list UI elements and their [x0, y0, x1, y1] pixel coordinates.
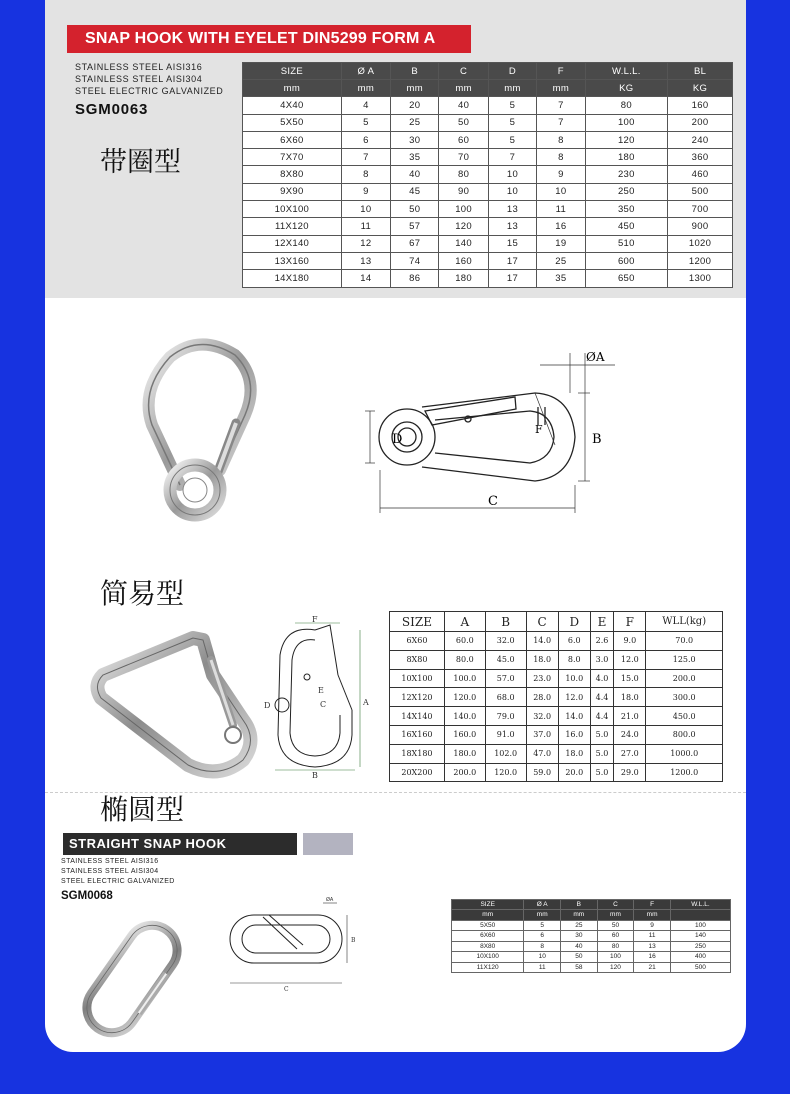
table-cell: 60 [597, 931, 634, 942]
section-title-banner: STRAIGHT SNAP HOOK [63, 833, 297, 855]
table-cell: 11 [341, 218, 390, 235]
material-line: STEEL ELECTRIC GALVANIZED [75, 86, 224, 96]
table-cell: 9 [634, 920, 671, 931]
unit-cell [670, 910, 730, 921]
table-row [243, 201, 733, 218]
table-cell: 9.0 [614, 632, 646, 651]
column-header: D [558, 612, 590, 632]
table-cell: 200.0 [444, 763, 485, 782]
model-number: SGM0063 [75, 101, 149, 118]
table-cell: 50 [439, 114, 488, 131]
table-cell: 14X180 [243, 270, 342, 287]
table-cell: 10X100 [390, 669, 445, 688]
table-cell: 250 [585, 183, 668, 200]
table-cell: 180.0 [444, 744, 485, 763]
table-cell: 14 [341, 270, 390, 287]
table-cell: 8 [341, 166, 390, 183]
units-row [452, 910, 731, 921]
table-cell: 14.0 [526, 632, 558, 651]
table-cell: 100 [439, 201, 488, 218]
table-cell: 24.0 [614, 725, 646, 744]
table-cell: 8 [537, 131, 585, 148]
table-cell: 4.4 [590, 707, 613, 726]
table-cell: 240 [668, 131, 733, 148]
section-title-banner: SNAP HOOK WITH EYELET DIN5299 FORM A [67, 25, 471, 53]
table-cell: 650 [585, 270, 668, 287]
table-row [390, 744, 723, 763]
dim-label-b: B [351, 937, 356, 944]
dim-label-c: C [284, 986, 289, 993]
table-row [452, 920, 731, 931]
table-cell: 200.0 [646, 669, 723, 688]
table-cell: 15 [488, 235, 536, 252]
table-cell: 16.0 [558, 725, 590, 744]
table-cell: 1300 [668, 270, 733, 287]
material-line: STAINLESS STEEL AISI316 [61, 858, 159, 865]
table-cell: 10 [341, 201, 390, 218]
table-cell: 1200.0 [646, 763, 723, 782]
column-header: E [590, 612, 613, 632]
table-cell: 120 [597, 962, 634, 973]
table-cell: 7 [537, 114, 585, 131]
table-cell: 6X60 [243, 131, 342, 148]
table-cell: 160.0 [444, 725, 485, 744]
spec-table [389, 611, 723, 782]
table-cell: 4 [341, 97, 390, 114]
table-cell: 67 [391, 235, 439, 252]
table-cell: 60 [439, 131, 488, 148]
table-cell: 23.0 [526, 669, 558, 688]
table-cell: 800.0 [646, 725, 723, 744]
simple-snap-hook-photo [93, 630, 263, 780]
table-cell: 50 [391, 201, 439, 218]
table-cell: 9 [537, 166, 585, 183]
table-cell: 80 [585, 97, 668, 114]
unit-cell: mm [537, 80, 585, 97]
table-cell: 28.0 [526, 688, 558, 707]
table-cell: 250 [670, 941, 730, 952]
table-cell: 40 [391, 166, 439, 183]
table-cell: 37.0 [526, 725, 558, 744]
column-header: C [439, 63, 488, 80]
table-row [390, 650, 723, 669]
material-line: STEEL ELECTRIC GALVANIZED [61, 878, 175, 885]
table-cell: 7X70 [243, 149, 342, 166]
table-row [390, 725, 723, 744]
table-cell: 600 [585, 252, 668, 269]
table-cell: 7 [488, 149, 536, 166]
table-cell: 100 [670, 920, 730, 931]
dim-label-a: ØA [326, 897, 334, 903]
table-cell: 120.0 [485, 763, 526, 782]
unit-cell: mm [391, 80, 439, 97]
table-cell: 120.0 [444, 688, 485, 707]
table-cell: 6 [341, 131, 390, 148]
table-cell: 45 [391, 183, 439, 200]
table-cell: 12X120 [390, 688, 445, 707]
table-cell: 160 [439, 252, 488, 269]
column-header: SIZE [452, 900, 524, 910]
units-row [243, 80, 733, 97]
table-cell: 5 [488, 114, 536, 131]
table-cell: 7 [537, 97, 585, 114]
spec-table [242, 62, 733, 288]
table-cell: 40 [439, 97, 488, 114]
table-cell: 10 [524, 952, 561, 963]
table-cell: 50 [597, 920, 634, 931]
table-cell: 17 [488, 252, 536, 269]
table-cell: 4.4 [590, 688, 613, 707]
dim-label-d: D [264, 701, 271, 710]
eyelet-snap-hook-section [45, 0, 746, 298]
table-cell: 32.0 [526, 707, 558, 726]
table-row [243, 131, 733, 148]
table-cell: 510 [585, 235, 668, 252]
table-cell: 12 [341, 235, 390, 252]
table-row [243, 183, 733, 200]
column-header: Ø A [524, 900, 561, 910]
table-cell: 20 [391, 97, 439, 114]
table-cell: 11 [634, 931, 671, 942]
table-cell: 80.0 [444, 650, 485, 669]
table-cell: 900 [668, 218, 733, 235]
dim-label-b: B [312, 771, 318, 780]
table-row [390, 669, 723, 688]
unit-cell: mm [597, 910, 634, 921]
table-cell: 10 [488, 183, 536, 200]
column-header: F [614, 612, 646, 632]
table-cell: 6X60 [390, 632, 445, 651]
unit-cell: mm [561, 910, 598, 921]
table-cell: 17 [488, 270, 536, 287]
unit-cell: mm [452, 910, 524, 921]
table-cell: 100.0 [444, 669, 485, 688]
table-cell: 18X180 [390, 744, 445, 763]
table-row [390, 632, 723, 651]
table-row [243, 252, 733, 269]
type-label-cn: 简易型 [100, 577, 185, 610]
snap-hook-eyelet-photo [100, 335, 260, 525]
table-cell: 6.0 [558, 632, 590, 651]
table-row [243, 235, 733, 252]
table-cell: 35 [537, 270, 585, 287]
table-cell: 13 [341, 252, 390, 269]
oval-hook-dimension-diagram [225, 893, 375, 993]
table-cell: 18.0 [558, 744, 590, 763]
table-cell: 10 [488, 166, 536, 183]
dim-label-a: A [363, 698, 369, 707]
table-row [243, 114, 733, 131]
table-cell: 58 [561, 962, 598, 973]
table-cell: 21.0 [614, 707, 646, 726]
table-cell: 4.0 [590, 669, 613, 688]
table-cell: 59.0 [526, 763, 558, 782]
column-header: D [488, 63, 536, 80]
table-cell: 700 [668, 201, 733, 218]
table-cell: 5.0 [590, 744, 613, 763]
table-cell: 5 [341, 114, 390, 131]
table-cell: 57.0 [485, 669, 526, 688]
table-row [243, 218, 733, 235]
column-header: B [561, 900, 598, 910]
table-cell: 500 [670, 962, 730, 973]
table-row [243, 270, 733, 287]
table-cell: 18.0 [526, 650, 558, 669]
table-cell: 10X100 [452, 952, 524, 963]
product-card [45, 0, 746, 1052]
column-header: C [526, 612, 558, 632]
unit-cell: mm [243, 80, 342, 97]
table-cell: 8 [537, 149, 585, 166]
table-cell: 20X200 [390, 763, 445, 782]
table-cell: 90 [439, 183, 488, 200]
table-cell: 80 [439, 166, 488, 183]
column-header: W.L.L. [670, 900, 730, 910]
table-cell: 5X50 [243, 114, 342, 131]
table-cell: 125.0 [646, 650, 723, 669]
table-row [390, 763, 723, 782]
spec-table [451, 899, 731, 973]
banner-accent [303, 833, 353, 855]
table-cell: 300.0 [646, 688, 723, 707]
table-cell: 19 [537, 235, 585, 252]
table-cell: 11 [537, 201, 585, 218]
table-cell: 8X80 [243, 166, 342, 183]
simple-hook-dimension-diagram [260, 615, 375, 780]
table-cell: 9 [341, 183, 390, 200]
column-header: B [485, 612, 526, 632]
table-cell: 10.0 [558, 669, 590, 688]
table-cell: 8 [524, 941, 561, 952]
table-cell: 2.6 [590, 632, 613, 651]
table-row [452, 952, 731, 963]
dim-label-a: ØA [586, 350, 605, 364]
table-cell: 200 [668, 114, 733, 131]
material-line: STAINLESS STEEL AISI304 [61, 868, 159, 875]
table-cell: 29.0 [614, 763, 646, 782]
table-cell: 100 [597, 952, 634, 963]
table-row [243, 166, 733, 183]
table-cell: 60.0 [444, 632, 485, 651]
table-cell: 5X50 [452, 920, 524, 931]
table-cell: 13 [488, 201, 536, 218]
table-cell: 400 [670, 952, 730, 963]
model-number: SGM0068 [61, 890, 113, 902]
table-cell: 45.0 [485, 650, 526, 669]
table-cell: 12X140 [243, 235, 342, 252]
table-cell: 140 [670, 931, 730, 942]
table-cell: 74 [391, 252, 439, 269]
unit-cell: mm [439, 80, 488, 97]
eyelet-hook-dimension-diagram [340, 345, 610, 520]
dim-label-c: C [320, 700, 327, 709]
table-cell: 25 [391, 114, 439, 131]
table-cell: 25 [537, 252, 585, 269]
table-cell: 15.0 [614, 669, 646, 688]
table-cell: 5 [524, 920, 561, 931]
table-cell: 12.0 [614, 650, 646, 669]
table-cell: 180 [585, 149, 668, 166]
table-cell: 5 [488, 131, 536, 148]
column-header: WLL(kg) [646, 612, 723, 632]
dim-label-e: E [318, 686, 324, 695]
table-cell: 180 [439, 270, 488, 287]
table-row [243, 149, 733, 166]
table-cell: 7 [341, 149, 390, 166]
table-row [243, 97, 733, 114]
table-cell: 6 [524, 931, 561, 942]
table-cell: 500 [668, 183, 733, 200]
table-cell: 100 [585, 114, 668, 131]
table-cell: 30 [391, 131, 439, 148]
column-header: B [391, 63, 439, 80]
column-header: F [537, 63, 585, 80]
table-cell: 68.0 [485, 688, 526, 707]
table-cell: 8X80 [452, 941, 524, 952]
unit-cell: mm [341, 80, 390, 97]
column-header: BL [668, 63, 733, 80]
unit-cell: mm [524, 910, 561, 921]
table-row [452, 962, 731, 973]
material-line: STAINLESS STEEL AISI304 [75, 74, 203, 84]
unit-cell: mm [634, 910, 671, 921]
table-cell: 13 [634, 941, 671, 952]
column-header: F [634, 900, 671, 910]
table-cell: 50 [561, 952, 598, 963]
table-cell: 5.0 [590, 725, 613, 744]
column-header: W.L.L. [585, 63, 668, 80]
unit-cell: KG [585, 80, 668, 97]
column-header: Ø A [341, 63, 390, 80]
table-cell: 140 [439, 235, 488, 252]
table-cell: 1200 [668, 252, 733, 269]
table-cell: 10 [537, 183, 585, 200]
type-label-cn: 带圈型 [100, 147, 181, 178]
table-cell: 27.0 [614, 744, 646, 763]
table-cell: 5 [488, 97, 536, 114]
column-header: SIZE [390, 612, 445, 632]
column-header: A [444, 612, 485, 632]
table-cell: 14X140 [390, 707, 445, 726]
table-cell: 120 [439, 218, 488, 235]
table-cell: 9X90 [243, 183, 342, 200]
table-cell: 140.0 [444, 707, 485, 726]
table-cell: 91.0 [485, 725, 526, 744]
table-cell: 35 [391, 149, 439, 166]
table-cell: 30 [561, 931, 598, 942]
dim-label-f: F [535, 423, 543, 436]
table-cell: 6X60 [452, 931, 524, 942]
table-row [452, 931, 731, 942]
table-row [390, 688, 723, 707]
table-cell: 16X160 [390, 725, 445, 744]
table-cell: 460 [668, 166, 733, 183]
table-cell: 11X120 [243, 218, 342, 235]
table-cell: 120 [585, 131, 668, 148]
dim-label-c: C [488, 494, 498, 509]
table-cell: 13X160 [243, 252, 342, 269]
table-cell: 3.0 [590, 650, 613, 669]
column-header: SIZE [243, 63, 342, 80]
dim-label-d: D [392, 432, 403, 447]
material-line: STAINLESS STEEL AISI316 [75, 62, 203, 72]
table-row [390, 707, 723, 726]
table-cell: 1020 [668, 235, 733, 252]
table-cell: 160 [668, 97, 733, 114]
dim-label-f: F [312, 615, 318, 624]
table-cell: 14.0 [558, 707, 590, 726]
type-label-cn: 椭圆型 [100, 793, 185, 826]
table-cell: 10X100 [243, 201, 342, 218]
table-cell: 102.0 [485, 744, 526, 763]
table-cell: 13 [488, 218, 536, 235]
table-cell: 230 [585, 166, 668, 183]
table-cell: 47.0 [526, 744, 558, 763]
table-cell: 79.0 [485, 707, 526, 726]
table-cell: 8.0 [558, 650, 590, 669]
table-cell: 11X120 [452, 962, 524, 973]
table-cell: 16 [537, 218, 585, 235]
table-cell: 450 [585, 218, 668, 235]
table-cell: 32.0 [485, 632, 526, 651]
table-cell: 450.0 [646, 707, 723, 726]
table-cell: 350 [585, 201, 668, 218]
oval-snap-hook-photo [75, 915, 190, 1043]
table-cell: 86 [391, 270, 439, 287]
table-cell: 5.0 [590, 763, 613, 782]
table-cell: 18.0 [614, 688, 646, 707]
unit-cell: mm [488, 80, 536, 97]
table-cell: 8X80 [390, 650, 445, 669]
table-cell: 11 [524, 962, 561, 973]
table-cell: 25 [561, 920, 598, 931]
dim-label-b: B [592, 432, 602, 447]
table-cell: 12.0 [558, 688, 590, 707]
table-cell: 80 [597, 941, 634, 952]
table-cell: 70.0 [646, 632, 723, 651]
table-row [452, 941, 731, 952]
table-cell: 20.0 [558, 763, 590, 782]
table-cell: 57 [391, 218, 439, 235]
table-cell: 40 [561, 941, 598, 952]
table-cell: 21 [634, 962, 671, 973]
table-cell: 4X40 [243, 97, 342, 114]
table-cell: 16 [634, 952, 671, 963]
table-cell: 70 [439, 149, 488, 166]
table-cell: 360 [668, 149, 733, 166]
table-cell: 1000.0 [646, 744, 723, 763]
unit-cell: KG [668, 80, 733, 97]
column-header: C [597, 900, 634, 910]
